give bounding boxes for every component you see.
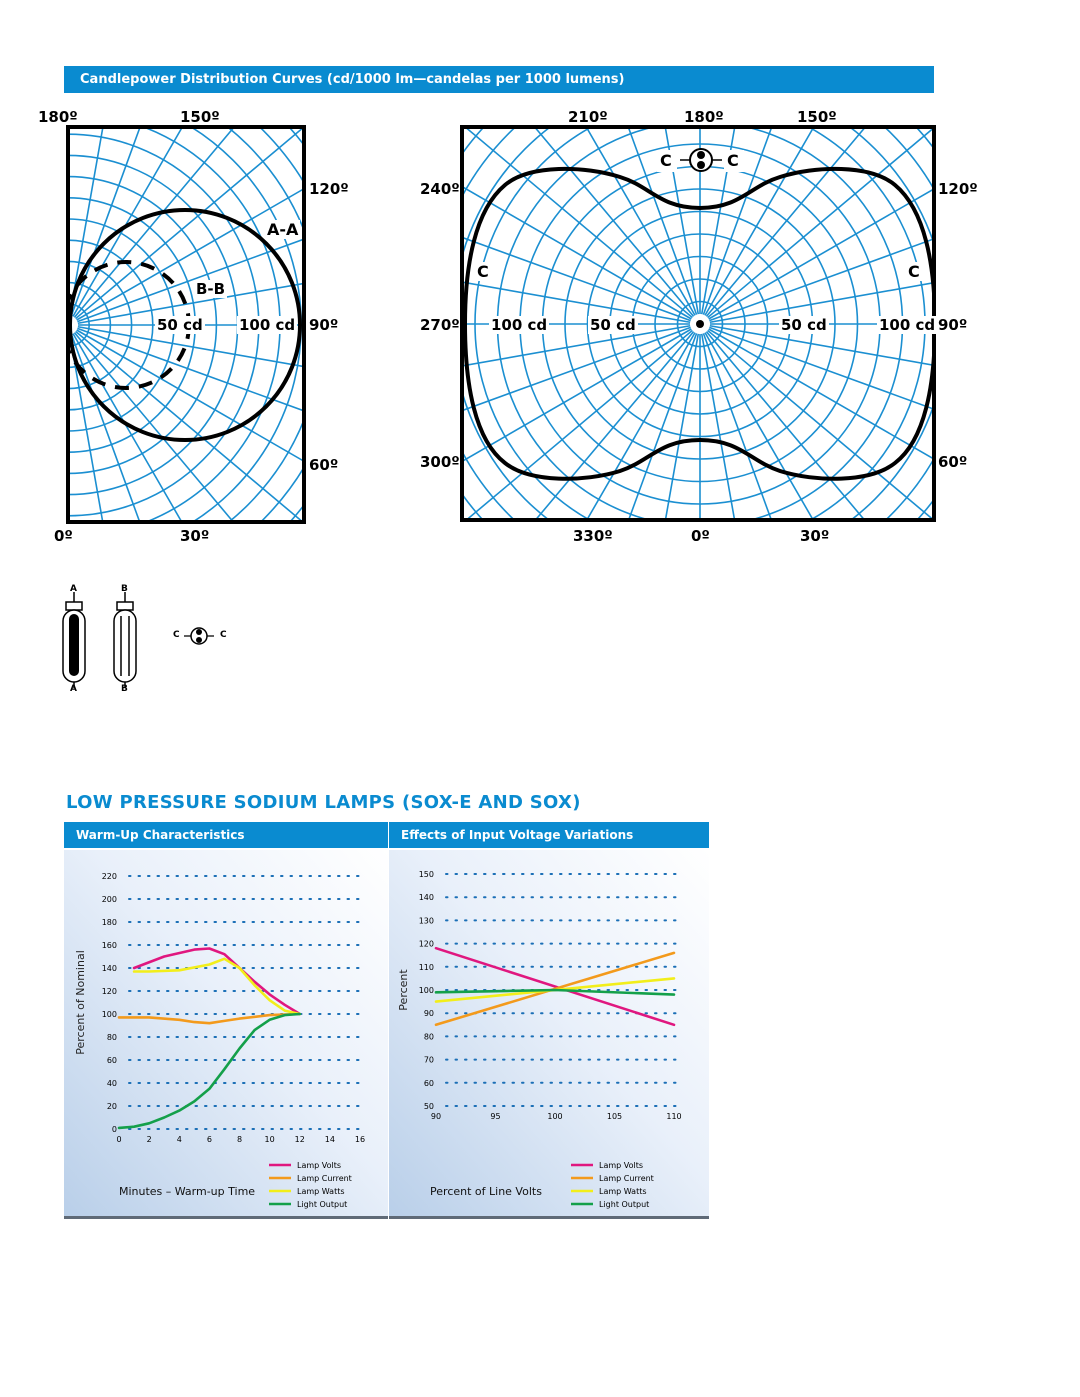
lamp-c-right-label: C — [220, 630, 227, 640]
y-tick-label: 80 — [423, 1032, 434, 1042]
x-tick-label: 105 — [606, 1112, 623, 1121]
right-plane-c-right: C — [908, 262, 920, 281]
legend-label-watts: Lamp Watts — [599, 1187, 647, 1196]
label-b-b: B-B — [196, 280, 226, 298]
grid-spoke — [305, 180, 690, 320]
y-tick-label: 120 — [101, 987, 117, 996]
x-axis-label: Percent of Line Volts — [430, 1185, 542, 1198]
x-tick-label: 10 — [264, 1135, 275, 1144]
grid-spoke — [430, 332, 694, 560]
grid-spoke — [77, 181, 462, 321]
grid-spoke — [77, 328, 462, 468]
left-label-30: 30º — [180, 527, 210, 545]
right-label-60: 60º — [938, 453, 968, 471]
lamp-b-bottom-label: B — [121, 684, 128, 694]
x-tick-label: 100 — [547, 1112, 563, 1121]
left-label-60: 60º — [309, 456, 339, 474]
left-label-0: 0º — [54, 527, 73, 545]
y-tick-label: 20 — [106, 1102, 117, 1111]
right-plane-c-left: C — [477, 262, 489, 281]
label-a-a: A-A — [267, 220, 299, 239]
y-tick-label: 90 — [423, 1009, 434, 1019]
right-label-120: 120º — [938, 180, 978, 198]
voltage-title: Effects of Input Voltage Variations — [401, 828, 634, 842]
grid-spoke — [0, 331, 60, 560]
right-ring-50cd-left: 50 cd — [590, 316, 636, 334]
y-tick-label: 160 — [101, 941, 117, 950]
grid-spoke — [0, 0, 63, 316]
left-label-150: 150º — [180, 108, 220, 126]
right-label-210: 210º — [568, 108, 608, 126]
right-label-300: 300º — [420, 453, 460, 471]
grid-ring — [0, 0, 513, 560]
lamp-a-top-label: A — [70, 584, 77, 594]
grid-spoke — [305, 327, 690, 467]
right-plane-c-top-left: C — [660, 151, 672, 170]
y-tick-label: 150 — [418, 870, 434, 879]
y-tick-label: 100 — [101, 1010, 117, 1019]
banner-text: Candlepower Distribution Curves (cd/1000 lm—candelas per 1000 lumens) — [80, 72, 625, 87]
legend-label-watts: Lamp Watts — [297, 1187, 345, 1196]
y-tick-label: 120 — [418, 939, 434, 949]
x-tick-label: 90 — [430, 1112, 442, 1121]
y-tick-label: 140 — [418, 893, 434, 903]
grid-spoke — [286, 326, 690, 397]
lamp-b-top-label: B — [121, 584, 128, 594]
warmup-panel — [64, 850, 388, 1219]
x-tick-label: 110 — [666, 1112, 682, 1121]
y-tick-label: 100 — [418, 986, 434, 995]
right-polar-center — [696, 320, 704, 328]
legend-label-current: Lamp Current — [599, 1174, 654, 1183]
right-plane-c-top-right: C — [727, 151, 739, 170]
voltage-title-bar — [389, 822, 709, 848]
grid-spoke — [74, 333, 338, 560]
right-label-90: 90º — [938, 316, 968, 334]
grid-spoke — [0, 330, 59, 535]
right-ring-100cd-left: 100 cd — [491, 316, 548, 334]
left-ring-50cd: 50 cd — [157, 316, 203, 334]
y-tick-label: 130 — [418, 916, 434, 926]
warmup-title-bar — [64, 822, 388, 848]
grid-spoke — [0, 181, 59, 321]
x-tick-label: 0 — [116, 1135, 122, 1144]
x-tick-label: 8 — [236, 1135, 243, 1144]
grid-spoke — [0, 3, 62, 317]
x-axis-label: Minutes – Warm-up Time — [118, 1185, 256, 1198]
y-tick-label: 40 — [106, 1079, 117, 1088]
legend-label-volts: Lamp Volts — [297, 1161, 342, 1170]
warmup-chart — [64, 850, 388, 1216]
y-tick-label: 200 — [101, 895, 117, 904]
x-tick-label: 16 — [354, 1135, 366, 1144]
grid-spoke — [0, 0, 66, 315]
grid-ring — [318, 0, 1080, 560]
right-label-240: 240º — [420, 180, 460, 198]
legend-label-light: Light Output — [599, 1200, 650, 1209]
series-line-light-output — [436, 990, 674, 995]
grid-spoke — [709, 327, 1080, 467]
lamp-a-bottom-label: A — [70, 684, 77, 694]
legend-label-current: Lamp Current — [297, 1174, 352, 1183]
y-tick-label: 80 — [106, 1033, 117, 1042]
grid-spoke — [0, 333, 62, 560]
grid-spoke — [706, 332, 970, 560]
legend-label-light: Light Output — [297, 1200, 348, 1209]
voltage-panel — [389, 850, 709, 1219]
grid-spoke — [0, 252, 58, 323]
left-label-90: 90º — [309, 316, 339, 334]
x-tick-label: 2 — [146, 1135, 152, 1144]
y-axis-label: Percent of Nominal — [74, 950, 87, 1055]
x-tick-label: 4 — [176, 1135, 182, 1144]
left-label-120: 120º — [309, 180, 349, 198]
x-tick-label: 95 — [490, 1112, 501, 1121]
right-label-330: 330º — [573, 527, 613, 545]
right-label-180: 180º — [684, 108, 724, 126]
right-polar-grid — [280, 0, 1080, 560]
left-label-180: 180º — [38, 108, 78, 126]
y-tick-label: 60 — [106, 1056, 117, 1065]
x-tick-label: 6 — [206, 1135, 212, 1144]
x-tick-label: 14 — [324, 1135, 335, 1144]
lamp-c-c-icon — [184, 628, 214, 644]
x-tick-label: 12 — [294, 1135, 305, 1144]
grid-ring — [0, 7, 386, 560]
grid-spoke — [0, 55, 60, 319]
grid-spoke — [0, 115, 59, 320]
right-label-150: 150º — [797, 108, 837, 126]
y-axis-label: Percent — [397, 969, 410, 1011]
right-ring-50cd-right: 50 cd — [781, 316, 827, 334]
section-title: LOW PRESSURE SODIUM LAMPS (SOX-E AND SOX) — [66, 792, 581, 813]
grid-spoke — [378, 330, 692, 560]
voltage-chart — [389, 850, 709, 1216]
right-ring-100cd-right: 100 cd — [879, 316, 936, 334]
y-tick-label: 60 — [423, 1078, 434, 1088]
y-tick-label: 220 — [101, 872, 117, 881]
grid-spoke — [0, 0, 65, 316]
legend-label-volts: Lamp Volts — [599, 1161, 644, 1170]
grid-spoke — [0, 328, 59, 468]
y-tick-label: 110 — [418, 962, 434, 972]
left-ring-100cd: 100 cd — [239, 316, 296, 334]
y-tick-label: 50 — [423, 1102, 434, 1111]
lamp-diagram — [0, 580, 260, 700]
right-label-270: 270º — [420, 316, 460, 334]
lamp-a — [63, 592, 85, 688]
lamp-b — [114, 592, 136, 688]
grid-spoke — [708, 330, 1022, 560]
lamp-c-left-label: C — [173, 630, 180, 640]
right-label-0: 0º — [691, 527, 710, 545]
grid-spoke — [709, 180, 1080, 320]
warmup-title: Warm-Up Characteristics — [76, 828, 245, 842]
y-tick-label: 180 — [101, 918, 117, 927]
y-tick-label: 140 — [101, 964, 117, 973]
series-line-light-output — [119, 1014, 300, 1128]
grid-ring — [0, 0, 471, 560]
grid-spoke — [0, 327, 58, 398]
grid-spoke — [73, 0, 278, 316]
right-label-30: 30º — [800, 527, 830, 545]
y-tick-label: 70 — [423, 1055, 434, 1065]
y-tick-label: 0 — [111, 1125, 117, 1134]
